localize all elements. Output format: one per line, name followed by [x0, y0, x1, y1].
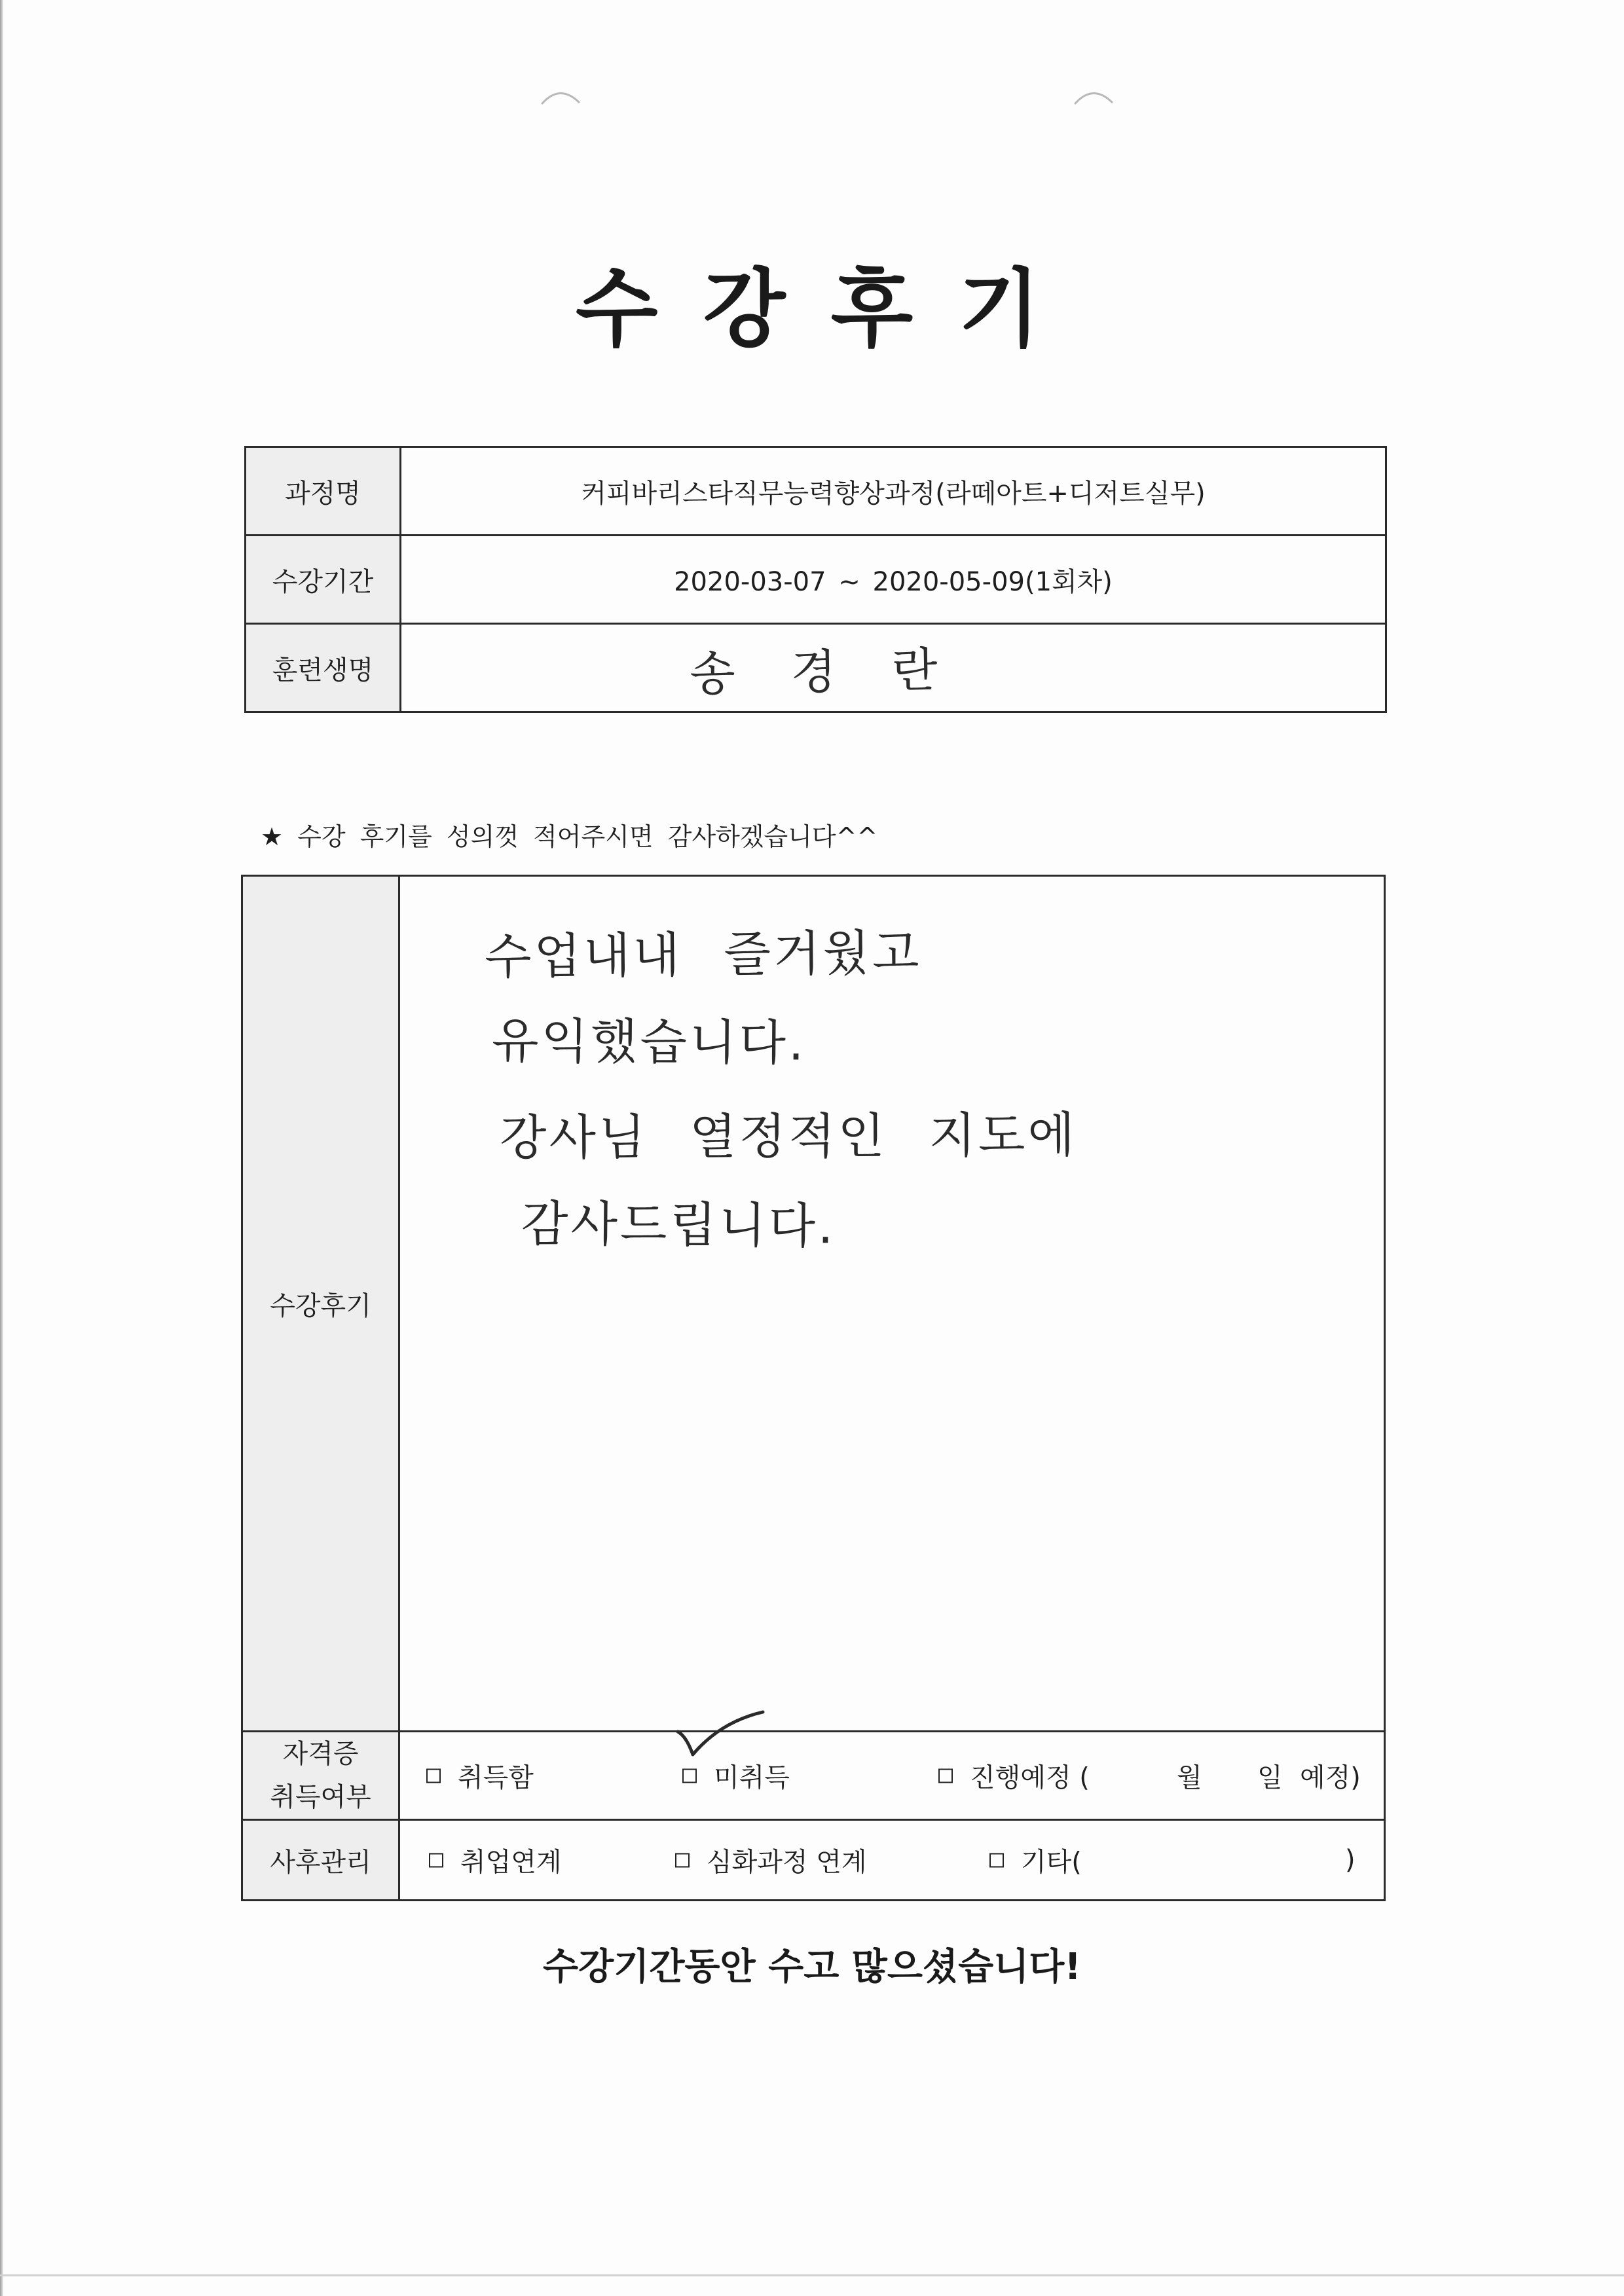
- course-period-value: 2020-03-07 ~ 2020-05-09(1회차): [401, 536, 1386, 624]
- handwritten-line: 강사님 열정적인 지도에: [499, 1106, 1078, 1167]
- course-info-table: [244, 446, 1387, 713]
- followup-label: 사후관리: [242, 1820, 399, 1901]
- handwritten-review: [400, 877, 1384, 1273]
- certification-label-line1: 자격증: [282, 1739, 359, 1769]
- option-other: [989, 1842, 1082, 1879]
- day-label: 일: [1257, 1762, 1283, 1793]
- option-acquired: [426, 1757, 534, 1795]
- review-content: [399, 876, 1385, 1732]
- option-other-label: 기타(: [1021, 1847, 1082, 1878]
- trainee-name-handwritten: 송 경 란: [689, 642, 957, 702]
- punch-hole-left-icon: [542, 93, 579, 103]
- certification-options: [399, 1732, 1385, 1820]
- review-table: [241, 875, 1386, 1901]
- checkbox-advanced-course[interactable]: [675, 1853, 690, 1867]
- certification-row: [242, 1732, 1385, 1820]
- instruction-note: ★ 수강 후기를 성의껏 적어주시면 감사하겠습니다^^: [261, 822, 878, 851]
- handwritten-line: 감사드립니다.: [521, 1195, 836, 1255]
- certification-label-line2: 취득여부: [270, 1782, 371, 1812]
- checkbox-not-acquired[interactable]: [682, 1768, 697, 1783]
- course-period-label: 수강기간: [246, 536, 401, 624]
- handwritten-line: 수업내내 즐거웠고: [484, 924, 922, 986]
- form-title: 수 강 후 기: [575, 259, 1049, 359]
- review-row: [242, 876, 1385, 1732]
- followup-row: [242, 1820, 1385, 1901]
- option-job-link: [429, 1842, 562, 1879]
- course-name-label: 과정명: [246, 447, 401, 536]
- certification-label: [242, 1732, 399, 1820]
- closing-message: 수강기간동안 수고 많으셨습니다!: [543, 1946, 1081, 1988]
- option-in-progress: [938, 1757, 1090, 1795]
- followup-options-group: [400, 1822, 1384, 1899]
- followup-options: [399, 1820, 1385, 1901]
- checkbox-in-progress[interactable]: [938, 1768, 953, 1783]
- checkbox-acquired[interactable]: [426, 1768, 441, 1783]
- certification-options-group: [400, 1734, 1384, 1817]
- option-job-link-label: 취업연계: [460, 1847, 562, 1878]
- checkbox-job-link[interactable]: [429, 1853, 443, 1867]
- trainee-name-label: 훈련생명: [246, 624, 401, 712]
- punch-hole-marks-icon: [0, 0, 1624, 170]
- option-advanced-course-label: 심화과정 연계: [707, 1847, 867, 1878]
- option-advanced-course: [675, 1842, 867, 1879]
- planned-close-label: 예정): [1300, 1762, 1361, 1793]
- month-label: 월: [1177, 1762, 1202, 1793]
- course-period-row: [246, 536, 1386, 624]
- punch-hole-right-icon: [1075, 93, 1112, 103]
- trainee-name-cell: [401, 624, 1386, 712]
- course-name-row: [246, 447, 1386, 536]
- checkbox-other[interactable]: [989, 1853, 1004, 1867]
- check-mark-icon: [668, 1702, 779, 1768]
- review-label: 수강후기: [242, 876, 399, 1732]
- trainee-name-row: [246, 624, 1386, 712]
- option-acquired-label: 취득함: [458, 1762, 534, 1793]
- option-not-acquired-label: 미취득: [714, 1762, 790, 1793]
- option-in-progress-label: 진행예정 (: [970, 1762, 1090, 1793]
- handwritten-line: 유익했습니다.: [491, 1013, 807, 1072]
- scan-edge-bottom: [0, 2274, 1624, 2276]
- other-close-paren: ): [1345, 1845, 1356, 1875]
- course-name-value: 커피바리스타직무능력향상과정(라떼아트+디저트실무): [401, 447, 1386, 536]
